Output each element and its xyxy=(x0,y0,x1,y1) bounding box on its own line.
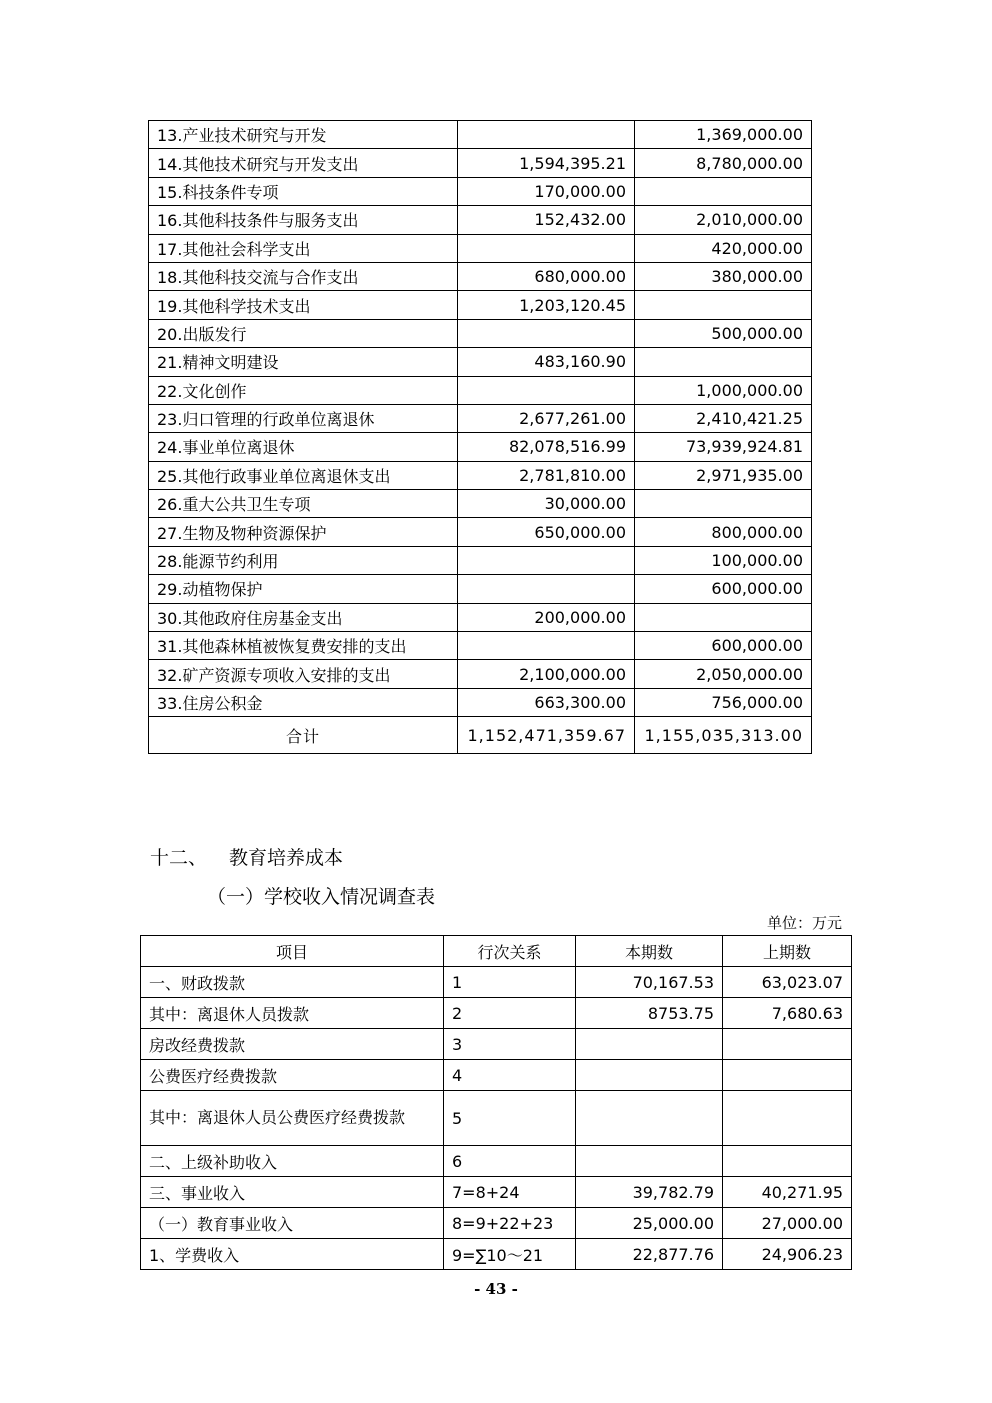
table-row xyxy=(149,404,812,432)
value-cell: 1,594,395.21 xyxy=(458,149,635,177)
previous-cell: 24,906.23 xyxy=(723,1239,852,1270)
column-header: 项目 xyxy=(141,936,444,967)
value-cell: 600,000.00 xyxy=(635,575,812,603)
current-cell xyxy=(576,1146,723,1177)
value-cell: 170,000.00 xyxy=(458,177,635,205)
relation-cell: 9=∑10～21 xyxy=(444,1239,576,1270)
relation-cell: 1 xyxy=(444,967,576,998)
previous-cell xyxy=(723,1091,852,1146)
value-cell xyxy=(458,121,635,149)
table-row xyxy=(149,206,812,234)
value-cell: 2,677,261.00 xyxy=(458,404,635,432)
relation-cell: 6 xyxy=(444,1146,576,1177)
current-cell xyxy=(576,1091,723,1146)
item-cell: 其中：离退休人员公费医疗经费拨款 xyxy=(141,1091,444,1146)
item-cell: 25.其他行政事业单位离退休支出 xyxy=(149,461,458,489)
value-cell xyxy=(635,603,812,631)
item-cell: 三、事业收入 xyxy=(141,1177,444,1208)
item-cell: 二、上级补助收入 xyxy=(141,1146,444,1177)
table-row xyxy=(149,490,812,518)
value-cell: 500,000.00 xyxy=(635,319,812,347)
table-row xyxy=(149,518,812,546)
table-row xyxy=(149,149,812,177)
previous-cell xyxy=(723,1060,852,1091)
current-cell: 39,782.79 xyxy=(576,1177,723,1208)
item-cell: 18.其他科技交流与合作支出 xyxy=(149,262,458,290)
income-table xyxy=(140,935,852,1270)
previous-cell: 63,023.07 xyxy=(723,967,852,998)
item-cell: 33.住房公积金 xyxy=(149,688,458,716)
item-cell: 14.其他技术研究与开发支出 xyxy=(149,149,458,177)
value-cell: 152,432.00 xyxy=(458,206,635,234)
item-cell: 1、学费收入 xyxy=(141,1239,444,1270)
section-number: 十二、 xyxy=(150,847,208,869)
value-cell xyxy=(458,546,635,574)
relation-cell: 2 xyxy=(444,998,576,1029)
value-cell: 2,971,935.00 xyxy=(635,461,812,489)
current-cell: 25,000.00 xyxy=(576,1208,723,1239)
table-row xyxy=(149,461,812,489)
previous-cell xyxy=(723,1146,852,1177)
table-row xyxy=(141,967,852,998)
relation-cell: 8=9+22+23 xyxy=(444,1208,576,1239)
table-row xyxy=(141,1208,852,1239)
value-cell: 756,000.00 xyxy=(635,688,812,716)
value-cell: 380,000.00 xyxy=(635,262,812,290)
item-cell: 32.矿产资源专项收入安排的支出 xyxy=(149,660,458,688)
value-cell: 2,781,810.00 xyxy=(458,461,635,489)
item-cell: （一）教育事业收入 xyxy=(141,1208,444,1239)
value-cell: 200,000.00 xyxy=(458,603,635,631)
current-cell xyxy=(576,1060,723,1091)
value-cell: 8,780,000.00 xyxy=(635,149,812,177)
item-cell: 19.其他科学技术支出 xyxy=(149,291,458,319)
column-header: 上期数 xyxy=(723,936,852,967)
value-cell xyxy=(458,376,635,404)
column-header: 本期数 xyxy=(576,936,723,967)
total-value-cell: 1,155,035,313.00 xyxy=(635,717,812,754)
value-cell: 483,160.90 xyxy=(458,348,635,376)
table-row xyxy=(149,603,812,631)
value-cell: 420,000.00 xyxy=(635,234,812,262)
value-cell: 1,000,000.00 xyxy=(635,376,812,404)
table-row xyxy=(149,575,812,603)
table-row xyxy=(141,998,852,1029)
item-cell: 15.科技条件专项 xyxy=(149,177,458,205)
item-cell: 23.归口管理的行政单位离退休 xyxy=(149,404,458,432)
current-cell: 70,167.53 xyxy=(576,967,723,998)
value-cell: 2,100,000.00 xyxy=(458,660,635,688)
header-row xyxy=(141,936,852,967)
value-cell xyxy=(458,632,635,660)
table-row xyxy=(141,1029,852,1060)
item-cell: 房改经费拨款 xyxy=(141,1029,444,1060)
item-cell: 公费医疗经费拨款 xyxy=(141,1060,444,1091)
value-cell: 2,010,000.00 xyxy=(635,206,812,234)
relation-cell: 7=8+24 xyxy=(444,1177,576,1208)
item-cell: 21.精神文明建设 xyxy=(149,348,458,376)
item-cell: 一、财政拨款 xyxy=(141,967,444,998)
value-cell: 800,000.00 xyxy=(635,518,812,546)
item-cell: 13.产业技术研究与开发 xyxy=(149,121,458,149)
item-cell: 31.其他森林植被恢复费安排的支出 xyxy=(149,632,458,660)
value-cell xyxy=(458,319,635,347)
item-cell: 22.文化创作 xyxy=(149,376,458,404)
relation-cell: 5 xyxy=(444,1091,576,1146)
item-cell: 30.其他政府住房基金支出 xyxy=(149,603,458,631)
column-header: 行次关系 xyxy=(444,936,576,967)
table-row xyxy=(141,1239,852,1270)
relation-cell: 3 xyxy=(444,1029,576,1060)
value-cell: 2,050,000.00 xyxy=(635,660,812,688)
total-value-cell: 1,152,471,359.67 xyxy=(458,717,635,754)
current-cell xyxy=(576,1029,723,1060)
previous-cell: 40,271.95 xyxy=(723,1177,852,1208)
unit-label: 单位：万元 xyxy=(766,914,842,932)
previous-cell: 7,680.63 xyxy=(723,998,852,1029)
table-row xyxy=(141,1060,852,1091)
total-row xyxy=(149,717,812,754)
item-cell: 26.重大公共卫生专项 xyxy=(149,490,458,518)
value-cell xyxy=(635,177,812,205)
value-cell xyxy=(635,490,812,518)
value-cell: 600,000.00 xyxy=(635,632,812,660)
previous-cell: 27,000.00 xyxy=(723,1208,852,1239)
item-cell: 20.出版发行 xyxy=(149,319,458,347)
table-row xyxy=(149,319,812,347)
table-row xyxy=(149,376,812,404)
value-cell: 82,078,516.99 xyxy=(458,433,635,461)
table-row xyxy=(149,291,812,319)
relation-cell: 4 xyxy=(444,1060,576,1091)
table-row xyxy=(149,262,812,290)
table-row xyxy=(149,660,812,688)
item-cell: 28.能源节约利用 xyxy=(149,546,458,574)
value-cell: 1,203,120.45 xyxy=(458,291,635,319)
table-row xyxy=(141,1177,852,1208)
subsection-heading: （一）学校收入情况调查表 xyxy=(207,886,436,908)
value-cell xyxy=(458,234,635,262)
item-cell: 16.其他科技条件与服务支出 xyxy=(149,206,458,234)
value-cell: 2,410,421.25 xyxy=(635,404,812,432)
value-cell xyxy=(458,575,635,603)
table-row xyxy=(149,688,812,716)
value-cell xyxy=(635,291,812,319)
item-cell: 17.其他社会科学支出 xyxy=(149,234,458,262)
value-cell: 663,300.00 xyxy=(458,688,635,716)
item-cell: 29.动植物保护 xyxy=(149,575,458,603)
page-number: - 43 - xyxy=(474,1280,518,1298)
value-cell: 680,000.00 xyxy=(458,262,635,290)
table-row xyxy=(141,1091,852,1146)
table-row xyxy=(149,121,812,149)
expense-table xyxy=(148,120,812,754)
table-row xyxy=(141,1146,852,1177)
total-label: 合计 xyxy=(149,717,458,754)
current-cell: 8753.75 xyxy=(576,998,723,1029)
table-row xyxy=(149,234,812,262)
previous-cell xyxy=(723,1029,852,1060)
value-cell: 100,000.00 xyxy=(635,546,812,574)
section-title: 教育培养成本 xyxy=(229,847,344,869)
item-cell: 其中：离退休人员拨款 xyxy=(141,998,444,1029)
table-row xyxy=(149,348,812,376)
item-cell: 24.事业单位离退休 xyxy=(149,433,458,461)
table-row xyxy=(149,177,812,205)
value-cell: 30,000.00 xyxy=(458,490,635,518)
table-row xyxy=(149,632,812,660)
table-row xyxy=(149,433,812,461)
value-cell: 650,000.00 xyxy=(458,518,635,546)
item-cell: 27.生物及物种资源保护 xyxy=(149,518,458,546)
value-cell xyxy=(635,348,812,376)
current-cell: 22,877.76 xyxy=(576,1239,723,1270)
value-cell: 73,939,924.81 xyxy=(635,433,812,461)
table-row xyxy=(149,546,812,574)
value-cell: 1,369,000.00 xyxy=(635,121,812,149)
section-heading xyxy=(150,843,343,870)
